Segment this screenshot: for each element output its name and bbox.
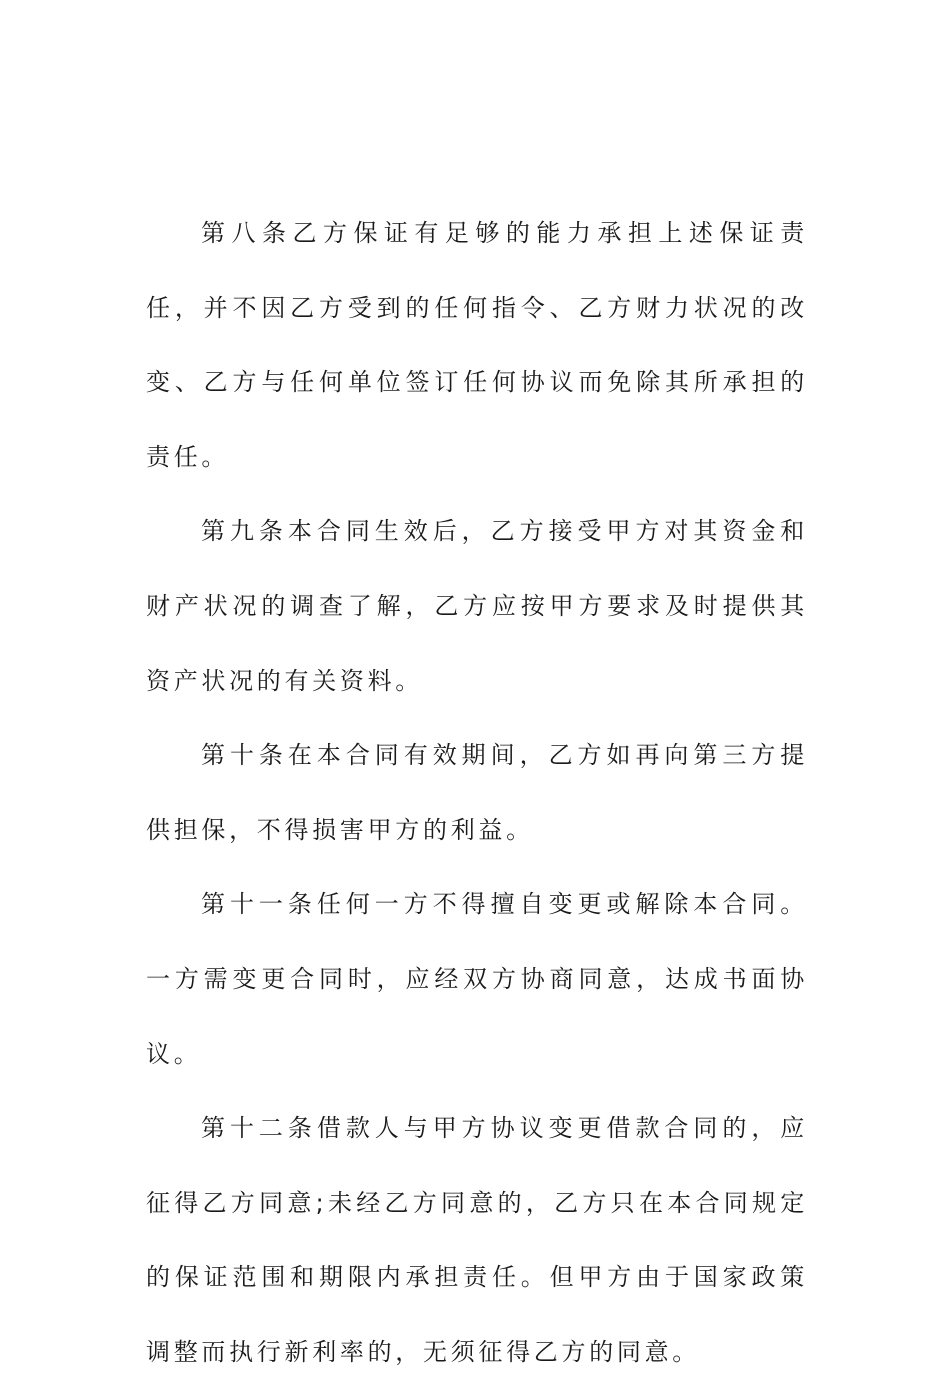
clause-12-paragraph: 第十二条借款人与甲方协议变更借款合同的，应征得乙方同意;未经乙方同意的，乙方只在本合同规定的保证范围和期限内承担责任。但甲方由于国家政策调整而执行新利率的，无须征得乙方的同意。 xyxy=(146,1114,808,1366)
clause-9-paragraph: 第九条本合同生效后，乙方接受甲方对其资金和财产状况的调查了解，乙方应按甲方要求及时提供其资产状况的有关资料。 xyxy=(146,517,808,695)
document-body xyxy=(146,196,808,1390)
clause-10-paragraph: 第十条在本合同有效期间，乙方如再向第三方提供担保，不得损害甲方的利益。 xyxy=(146,741,808,844)
clause-8-paragraph: 第八条乙方保证有足够的能力承担上述保证责任，并不因乙方受到的任何指令、乙方财力状况的改变、乙方与任何单位签订任何协议而免除其所承担的责任。 xyxy=(146,219,808,471)
clause-11-paragraph: 第十一条任何一方不得擅自变更或解除本合同。一方需变更合同时，应经双方协商同意，达成书面协议。 xyxy=(146,890,808,1068)
